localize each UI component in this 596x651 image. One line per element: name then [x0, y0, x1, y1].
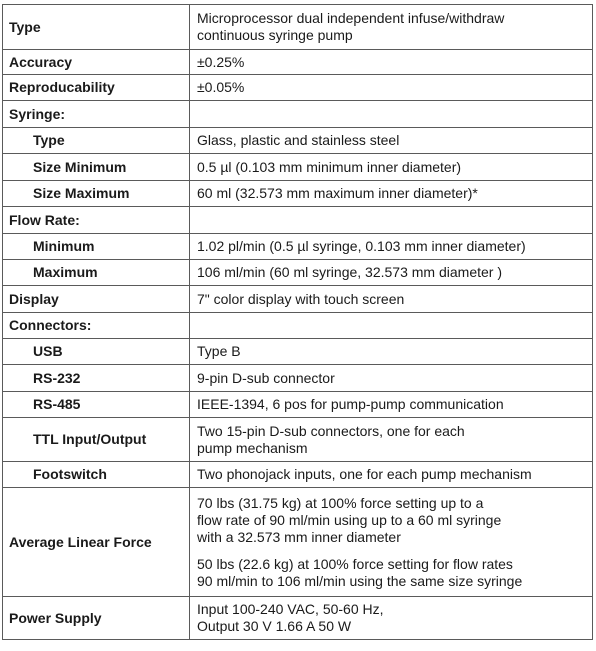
section-row	[3, 207, 593, 234]
spec-value	[190, 207, 593, 234]
section-label: Syringe:	[3, 101, 190, 128]
table-row	[3, 75, 593, 101]
section-label: Connectors:	[3, 313, 190, 339]
spec-value	[190, 488, 593, 597]
spec-value	[190, 313, 593, 339]
spec-label: Accuracy	[3, 50, 190, 75]
table-row	[3, 260, 593, 286]
spec-label: RS-485	[3, 392, 190, 418]
table-row	[3, 234, 593, 260]
spec-value: Type B	[190, 339, 593, 365]
spec-value: 106 ml/min (60 ml syringe, 32.573 mm diameter )	[190, 260, 593, 286]
spec-value: Two phonojack inputs, one for each pump mechanism	[190, 462, 593, 488]
specifications-table	[2, 4, 593, 640]
spec-value: 1.02 pl/min (0.5 µl syringe, 0.103 mm inner diameter)	[190, 234, 593, 260]
section-row	[3, 313, 593, 339]
spec-value: ±0.05%	[190, 75, 593, 101]
spec-label: Type	[3, 128, 190, 154]
spec-label: Size Maximum	[3, 181, 190, 207]
spec-label: Power Supply	[3, 597, 190, 640]
force-paragraph: 70 lbs (31.75 kg) at 100% force setting up to a flow rate of 90 ml/min using up to a 60 ml syringe with a 32.573 mm inner diameter	[197, 494, 502, 545]
table-row	[3, 597, 593, 640]
spec-label: Display	[3, 286, 190, 313]
spec-value: 0.5 µl (0.103 mm minimum inner diameter)	[190, 154, 593, 181]
table-row	[3, 50, 593, 75]
spec-label: RS-232	[3, 365, 190, 392]
spec-value: Input 100-240 VAC, 50-60 Hz, Output 30 V 1.66 A 50 W	[190, 597, 593, 640]
spec-label: Type	[3, 5, 190, 50]
spec-value: Glass, plastic and stainless steel	[190, 128, 593, 154]
force-paragraph: 50 lbs (22.6 kg) at 100% force setting for flow rates 90 ml/min to 106 ml/min using the same size syringe	[197, 555, 523, 589]
spec-label: Maximum	[3, 260, 190, 286]
spec-value: 9-pin D-sub connector	[190, 365, 593, 392]
table-row	[3, 462, 593, 488]
spec-label: USB	[3, 339, 190, 365]
spec-value	[190, 101, 593, 128]
table-row	[3, 488, 593, 597]
table-row	[3, 286, 593, 313]
table-row	[3, 418, 593, 462]
section-label: Flow Rate:	[3, 207, 190, 234]
spec-label: Average Linear Force	[3, 488, 190, 597]
spec-value: Microprocessor dual independent infuse/withdraw continuous syringe pump	[190, 5, 593, 50]
spec-value: Two 15-pin D-sub connectors, one for each pump mechanism	[190, 418, 593, 462]
spec-label: Reproducability	[3, 75, 190, 101]
table-row	[3, 128, 593, 154]
spec-label: TTL Input/Output	[3, 418, 190, 462]
spec-label: Footswitch	[3, 462, 190, 488]
spec-label: Minimum	[3, 234, 190, 260]
spec-value: 60 ml (32.573 mm maximum inner diameter)*	[190, 181, 593, 207]
spec-value: ±0.25%	[190, 50, 593, 75]
table-row	[3, 365, 593, 392]
table-row	[3, 339, 593, 365]
table-row	[3, 392, 593, 418]
table-row	[3, 181, 593, 207]
spec-value: 7" color display with touch screen	[190, 286, 593, 313]
section-row	[3, 101, 593, 128]
spec-label: Size Minimum	[3, 154, 190, 181]
spec-value: IEEE-1394, 6 pos for pump-pump communication	[190, 392, 593, 418]
table-row	[3, 154, 593, 181]
table-row	[3, 5, 593, 50]
